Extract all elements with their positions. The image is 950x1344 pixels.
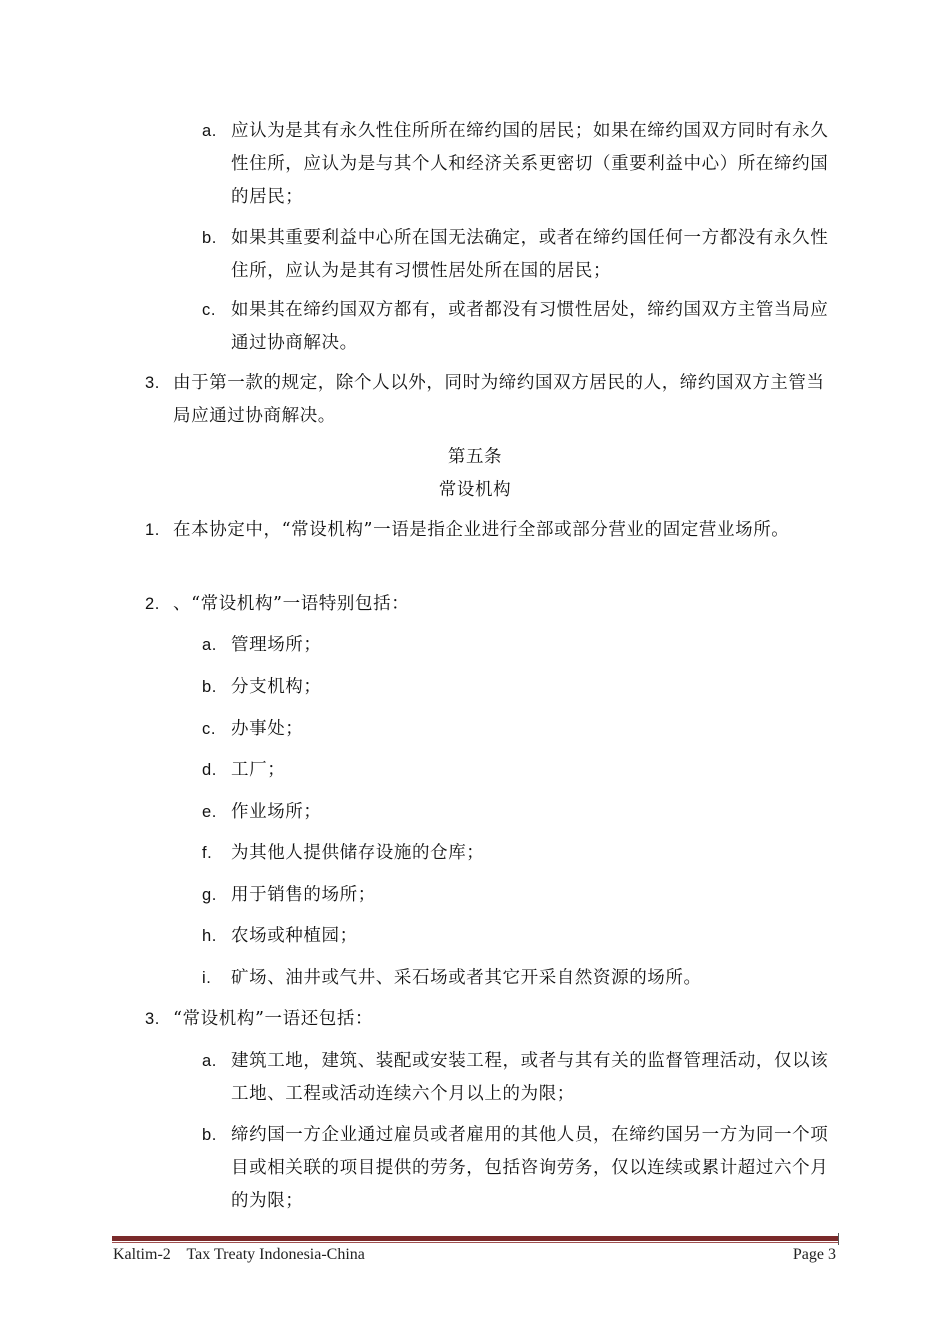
list-text: 如果其重要利益中心所在国无法确定，或者在缔约国任何一方都没有永久性住所，应认为是其有习惯性居处所在国的居民； bbox=[231, 228, 829, 281]
footer-rule-tick bbox=[838, 1233, 839, 1245]
list-marker: c. bbox=[202, 720, 217, 738]
list-marker: c. bbox=[202, 301, 217, 319]
list-marker: a. bbox=[202, 122, 217, 140]
list-marker: 3. bbox=[145, 1010, 160, 1028]
list-text: 作业场所； bbox=[231, 802, 322, 822]
list-text: 缔约国一方企业通过雇员或者雇用的其他人员，在缔约国另一方为同一个项目或相关联的项目提供的劳务，包括咨询劳务，仅以连续或累计超过六个月的为限； bbox=[231, 1125, 829, 1211]
list-text: 如果其在缔约国双方都有，或者都没有习惯性居处，缔约国双方主管当局应通过协商解决。 bbox=[231, 300, 829, 353]
list-text: 建筑工地，建筑、装配或安装工程，或者与其有关的监督管理活动，仅以该工地、工程或活动连续六个月以上的为限； bbox=[231, 1051, 829, 1104]
list-text: 用于销售的场所； bbox=[231, 885, 376, 905]
list-text: 农场或种植园； bbox=[231, 926, 358, 946]
list-marker: e. bbox=[202, 803, 217, 821]
list-marker: f. bbox=[202, 844, 213, 862]
list-marker: 3. bbox=[145, 374, 160, 392]
footer-left: Kaltim-2 Tax Treaty Indonesia-China bbox=[113, 1246, 365, 1263]
list-text: 在本协定中，“常设机构”一语是指企业进行全部或部分营业的固定营业场所。 bbox=[173, 520, 790, 540]
list-marker: d. bbox=[202, 761, 217, 779]
list-marker: b. bbox=[202, 1126, 217, 1144]
list-marker: i. bbox=[202, 969, 212, 987]
footer-rule-thin bbox=[112, 1242, 838, 1243]
list-text: 工厂； bbox=[231, 760, 286, 780]
list-text: 矿场、油井或气井、采石场或者其它开采自然资源的场所。 bbox=[231, 968, 702, 988]
list-marker: b. bbox=[202, 678, 217, 696]
list-marker: a. bbox=[202, 1052, 217, 1070]
article-title: 常设机构 bbox=[438, 480, 512, 500]
list-text: 管理场所； bbox=[231, 635, 322, 655]
footer-rule bbox=[112, 1236, 838, 1241]
list-marker: h. bbox=[202, 927, 217, 945]
list-text: 为其他人提供储存设施的仓库； bbox=[231, 843, 485, 863]
list-marker: a. bbox=[202, 636, 217, 654]
list-marker: 2. bbox=[145, 595, 160, 613]
list-text: 应认为是其有永久性住所所在缔约国的居民；如果在缔约国双方同时有永久性住所，应认为是与其个人和经济关系更密切（重要利益中心）所在缔约国的居民； bbox=[231, 121, 829, 207]
list-text: 分支机构； bbox=[231, 677, 322, 697]
list-text: 由于第一款的规定，除个人以外，同时为缔约国双方居民的人，缔约国双方主管当局应通过协商解决。 bbox=[173, 373, 825, 426]
footer-page-number: Page 3 bbox=[792, 1246, 836, 1263]
list-marker: g. bbox=[202, 886, 217, 904]
list-marker: b. bbox=[202, 229, 217, 247]
article-number: 第五条 bbox=[447, 447, 503, 467]
list-text: “常设机构”一语还包括： bbox=[173, 1009, 374, 1029]
list-text: 、“常设机构”一语特别包括： bbox=[173, 594, 410, 614]
list-text: 办事处； bbox=[231, 719, 304, 739]
list-marker: 1. bbox=[145, 521, 160, 539]
